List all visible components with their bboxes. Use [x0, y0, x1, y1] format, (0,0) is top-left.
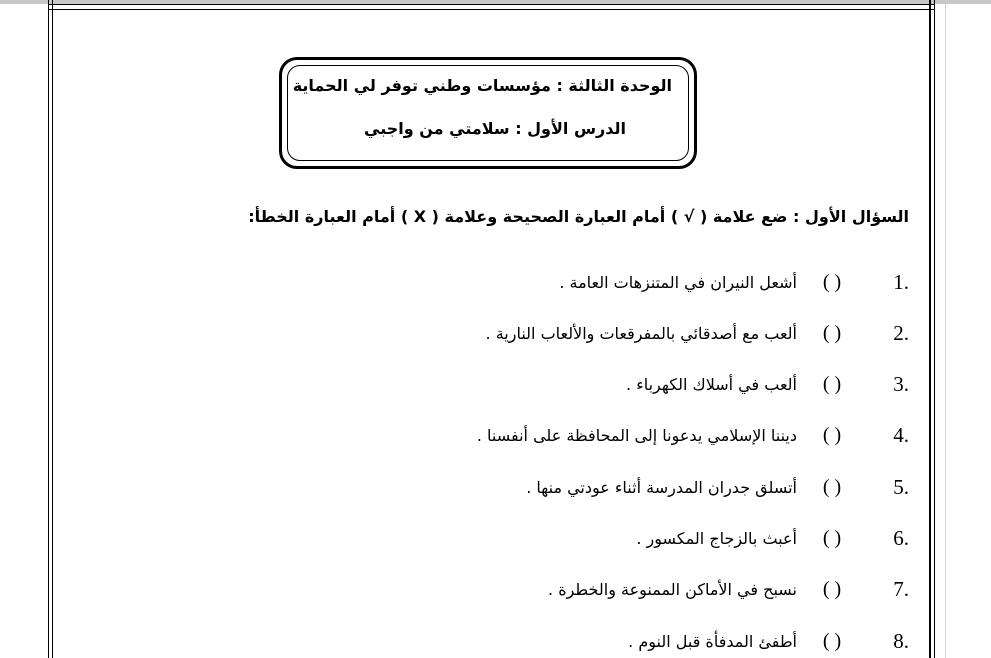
answer-blank[interactable]: ( ) [822, 629, 842, 652]
item-text: ألعب في أسلاك الكهرباء . [626, 374, 797, 394]
list-item [548, 574, 909, 604]
answer-blank[interactable]: ( ) [822, 321, 842, 344]
list-item [636, 523, 909, 553]
item-number: .1 [893, 269, 909, 294]
answer-blank[interactable]: ( ) [822, 475, 842, 498]
lesson-title: الدرس الأول : سلامتي من واجبي [364, 119, 626, 138]
unit-title: الوحدة الثالثة : مؤسسات وطني توفر لي الحماية [292, 76, 672, 95]
list-item [486, 318, 909, 348]
item-text: أشعل النيران في المتنزهات العامة . [559, 272, 797, 292]
item-number: .2 [893, 320, 909, 345]
item-text: ألعب مع أصدقائي بالمفرقعات والألعاب النارية . [485, 323, 797, 343]
answer-blank[interactable]: ( ) [822, 577, 842, 600]
item-text: أطفئ المدفأة قبل النوم . [628, 631, 797, 651]
item-number: .5 [893, 474, 909, 499]
item-text: أعبث بالزجاج المكسور . [636, 528, 797, 548]
item-text: أتسلق جدران المدرسة أثناء عودتي منها . [526, 477, 797, 497]
item-text: ديننا الإسلامي يدعونا إلى المحافظة على أنفسنا . [476, 425, 797, 445]
answer-blank[interactable]: ( ) [822, 423, 842, 446]
page-border-top [48, 4, 935, 10]
item-number: .7 [893, 576, 909, 601]
viewer-right-margin [945, 4, 991, 658]
answer-blank[interactable]: ( ) [822, 372, 842, 395]
list-item [559, 267, 909, 297]
answer-blank[interactable]: ( ) [822, 526, 842, 549]
page-border-left [48, 0, 53, 658]
item-number: .4 [893, 422, 909, 447]
title-box [279, 57, 697, 169]
item-number: .8 [893, 628, 909, 653]
list-item [628, 626, 909, 656]
answer-blank[interactable]: ( ) [822, 270, 842, 293]
page-border-right [929, 0, 935, 658]
list-item [526, 472, 909, 502]
list-item [477, 420, 909, 450]
item-text: نسبح في الأماكن الممنوعة والخطرة . [548, 579, 797, 599]
list-item [626, 369, 909, 399]
item-number: .3 [893, 371, 909, 396]
question-heading: السؤال الأول : ضع علامة ( √ ) أمام العبارة الصحيحة وعلامة ( X ) أمام العبارة الخطأ: [248, 207, 909, 226]
item-number: .6 [893, 525, 909, 550]
